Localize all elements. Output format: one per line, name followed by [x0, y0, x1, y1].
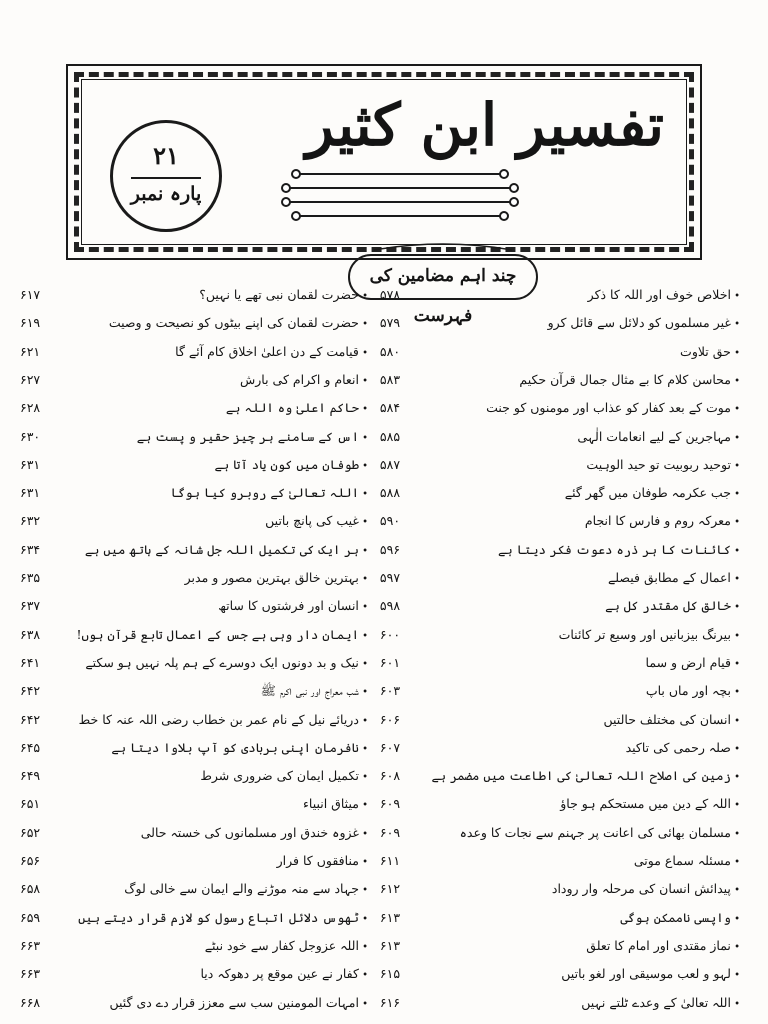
- right-page-number: ۶۰۸: [379, 768, 401, 784]
- bullet-icon: •: [730, 375, 740, 387]
- left-topic: [82, 959, 368, 990]
- right-page-number: ۵۷۸: [379, 287, 401, 302]
- bullet-icon: •: [730, 602, 740, 614]
- left-topic: [82, 563, 368, 594]
- left-topic: [82, 450, 368, 481]
- right-page-number: ۵۹۸: [379, 598, 401, 614]
- topic-text: منافقوں کا فرار: [276, 853, 359, 868]
- topic-text: نماز مقتدی اور امام کا تعلق: [586, 937, 731, 953]
- bullet-icon: •: [358, 857, 368, 868]
- bullet-icon: •: [730, 743, 740, 755]
- topic-text: غیب کی پانچ باتیں: [265, 513, 359, 529]
- right-topic: [410, 846, 740, 877]
- right-page-number: ۶۰۷: [379, 739, 401, 755]
- left-page-number: ۶۳۲: [20, 513, 41, 529]
- right-topic: [410, 393, 740, 424]
- bullet-icon: •: [730, 460, 740, 472]
- right-page-number: ۶۰۱: [379, 654, 401, 670]
- bullet-icon: •: [358, 630, 368, 642]
- bullet-icon: •: [358, 970, 368, 982]
- right-topic: [410, 874, 740, 905]
- subtitle-ornament-icon: [372, 242, 514, 252]
- index-row: [0, 620, 768, 649]
- index-row: [0, 648, 768, 677]
- bullet-icon: •: [358, 800, 368, 812]
- topic-text: اللہ کے دین میں مستحکم ہو جاؤ: [560, 796, 731, 812]
- bullet-icon: •: [358, 602, 368, 614]
- left-page-number: ۶۴۵: [20, 739, 41, 755]
- index-row: [0, 846, 768, 875]
- ornament-lines-icon: [276, 166, 524, 222]
- left-page-number: ۶۵۹: [20, 909, 41, 925]
- bullet-icon: •: [358, 772, 368, 784]
- bullet-icon: •: [358, 489, 368, 501]
- left-topic: [82, 733, 368, 764]
- index-row: [0, 506, 768, 535]
- index-row: [0, 535, 768, 564]
- topic-text: ٹھوس دلائل اتباع رسول کو لازم قرار دیتے ہیں: [78, 909, 359, 925]
- bullet-icon: •: [730, 913, 740, 925]
- left-topic: [82, 676, 368, 707]
- bullet-icon: •: [358, 658, 368, 670]
- left-topic: [82, 308, 368, 339]
- index-row: [0, 733, 768, 762]
- right-page-number: ۶۱۶: [379, 994, 401, 1010]
- topic-text: قیام ارض و سما: [645, 654, 731, 670]
- left-page-number: ۶۱۷: [20, 287, 41, 302]
- bullet-icon: •: [358, 291, 368, 302]
- left-page-number: ۶۳۴: [20, 541, 41, 557]
- left-topic: [82, 789, 368, 820]
- right-page-number: ۶۰۶: [379, 711, 401, 727]
- index-row: [0, 874, 768, 903]
- topic-text: نیک و بد دونوں ایک دوسرے کے ہم پلہ نہیں ہو سکتے: [85, 654, 359, 670]
- bullet-icon: •: [358, 319, 368, 331]
- right-page-number: ۶۰۰: [379, 626, 401, 642]
- right-page-number: ۵۹۶: [379, 541, 401, 557]
- bullet-icon: •: [730, 885, 740, 897]
- right-page-number: ۶۱۱: [379, 853, 401, 868]
- right-topic: [410, 478, 740, 509]
- right-topic: [410, 280, 740, 311]
- left-page-number: ۶۵۸: [20, 881, 41, 897]
- bullet-icon: •: [358, 375, 368, 387]
- bullet-icon: •: [358, 743, 368, 755]
- book-title: تفسیر ابن کثیر: [305, 91, 664, 159]
- right-topic: [410, 705, 740, 736]
- index-row: [0, 422, 768, 451]
- right-page-number: ۵۸۳: [379, 371, 401, 387]
- left-page-number: ۶۳۷: [20, 598, 41, 614]
- topic-text: شب معراج اور نبی اکرم ﷺ: [260, 683, 359, 699]
- topic-text: خالق کل مقتدر کل ہے: [605, 598, 731, 614]
- bullet-icon: •: [358, 404, 368, 416]
- topic-text: حاکم اعلیٰ وہ اللہ ہے: [225, 400, 359, 416]
- topic-text: اللہ عزوجل کفار سے خود نبٹے: [204, 937, 359, 953]
- left-page-number: ۶۴۲: [20, 683, 41, 699]
- topic-text: اللہ تعالیٰ کے روبرو کیا ہوگا: [170, 485, 359, 501]
- right-page-number: ۶۰۳: [379, 683, 401, 699]
- left-page-number: ۶۵۲: [20, 824, 41, 840]
- topic-text: کائنات کا ہر ذرہ دعوت فکر دیتا ہے: [498, 541, 731, 557]
- right-page-number: ۵۹۷: [379, 570, 401, 585]
- bullet-icon: •: [358, 432, 368, 444]
- topic-text: حضرت لقمان کی اپنے بیٹوں کو نصیحت و وصیت: [108, 315, 359, 331]
- bullet-icon: •: [358, 517, 368, 529]
- left-topic: [82, 818, 368, 849]
- topic-text: محاسن کلام کا بے مثال جمال قرآن حکیم: [519, 371, 731, 387]
- topic-text: توحید ربوبیت تو حید الوہیت: [586, 456, 731, 472]
- left-topic: [82, 422, 368, 453]
- bullet-icon: •: [730, 347, 740, 359]
- topic-text: موت کے بعد کفار کو عذاب اور مومنوں کو جنت: [486, 400, 731, 416]
- left-page-number: ۶۳۸: [20, 626, 41, 642]
- index-row: [0, 761, 768, 790]
- left-topic: [82, 365, 368, 396]
- left-page-number: ۶۳۵: [20, 570, 41, 585]
- right-topic: [410, 535, 740, 566]
- bullet-icon: •: [730, 630, 740, 642]
- right-page-number: ۶۱۳: [379, 909, 401, 925]
- right-page-number: ۵۸۵: [379, 428, 401, 444]
- index-row: [0, 676, 768, 705]
- index-row: [0, 959, 768, 988]
- right-topic: [410, 308, 740, 339]
- topic-text: کفار نے عین موقع پر دھوکہ دیا: [200, 966, 359, 982]
- bullet-icon: •: [730, 687, 740, 699]
- index-row: [0, 478, 768, 507]
- topic-text: قیامت کے دن اعلیٰ اخلاق کام آئے گا: [175, 343, 359, 359]
- bullet-icon: •: [358, 347, 368, 359]
- right-topic: [410, 903, 740, 934]
- topic-text: واپسی ناممکن ہوگی: [620, 909, 731, 925]
- index-row: [0, 450, 768, 479]
- right-topic: [410, 676, 740, 707]
- index-row: [0, 365, 768, 394]
- left-topic: [82, 478, 368, 509]
- right-topic: [410, 563, 740, 594]
- bullet-icon: •: [358, 687, 368, 699]
- topic-text: اللہ تعالیٰ کے وعدے ٹلتے نہیں: [581, 994, 731, 1010]
- bullet-icon: •: [358, 941, 368, 953]
- badge-divider: [131, 177, 201, 179]
- bullet-icon: •: [358, 545, 368, 557]
- left-page-number: ۶۱۹: [20, 315, 41, 331]
- right-page-number: ۵۸۰: [379, 343, 401, 359]
- index-row: [0, 903, 768, 932]
- left-page-number: ۶۴۱: [20, 654, 41, 670]
- left-page-number: ۶۴۹: [20, 768, 41, 784]
- bullet-icon: •: [730, 574, 740, 585]
- left-page-number: ۶۴۲: [20, 711, 41, 727]
- left-topic: [82, 535, 368, 566]
- topic-text: میثاق انبیاء: [303, 796, 359, 812]
- left-topic: [82, 874, 368, 905]
- right-page-number: ۵۷۹: [379, 315, 401, 331]
- left-topic: [82, 648, 368, 679]
- left-page-number: ۶۶۳: [20, 937, 41, 953]
- bullet-icon: •: [730, 857, 740, 868]
- topic-text: مسئلہ سماع موتی: [633, 853, 731, 868]
- left-page-number: ۶۳۱: [20, 485, 41, 501]
- topic-text: معرکہ روم و فارس کا انجام: [584, 513, 731, 529]
- index-row: [0, 789, 768, 818]
- index-row: [0, 337, 768, 366]
- bullet-icon: •: [730, 517, 740, 529]
- topic-text: غزوہ خندق اور مسلمانوں کی خستہ حالی: [140, 824, 359, 840]
- right-page-number: ۵۹۰: [379, 513, 401, 529]
- para-label: پارہ نمبر: [130, 183, 202, 205]
- topic-text: لہو و لعب موسیقی اور لغو باتیں: [561, 966, 731, 982]
- left-page-number: ۶۵۱: [20, 796, 41, 812]
- right-page-number: ۶۰۹: [379, 796, 401, 812]
- left-topic: [82, 280, 368, 311]
- right-topic: [410, 591, 740, 622]
- topic-text: صلہ رحمی کی تاکید: [625, 739, 731, 755]
- bullet-icon: •: [730, 291, 740, 302]
- right-page-number: ۵۸۷: [379, 456, 401, 472]
- right-topic: [410, 789, 740, 820]
- left-topic: [82, 506, 368, 537]
- left-topic: [82, 761, 368, 792]
- right-topic: [410, 620, 740, 651]
- index-row: [0, 931, 768, 960]
- topic-text: بیرنگ بیزبانیں اور وسیع تر کائنات: [558, 626, 731, 642]
- index-subtitle: چند اہم مضامین کی فہرست: [348, 254, 538, 300]
- index-row: [0, 308, 768, 337]
- left-topic: [82, 591, 368, 622]
- bullet-icon: •: [730, 998, 740, 1010]
- right-topic: [410, 506, 740, 537]
- topic-text: دریائے نیل کے نام عمر بن خطاب رضی اللہ عنہ کا خط: [78, 711, 359, 727]
- right-topic: [410, 422, 740, 453]
- left-topic: [78, 705, 368, 736]
- bullet-icon: •: [358, 885, 368, 897]
- left-topic: [82, 931, 368, 962]
- left-topic: [78, 903, 368, 934]
- index-row: [0, 988, 768, 1017]
- topic-text: حق تلاوت: [680, 343, 731, 359]
- index-row: [0, 393, 768, 422]
- topic-text: زمین کی اصلاح اللہ تعالیٰ کی اطاعت میں مضمر ہے: [431, 768, 731, 784]
- bullet-icon: •: [730, 658, 740, 670]
- right-topic: [410, 733, 740, 764]
- bullet-icon: •: [730, 545, 740, 557]
- bullet-icon: •: [358, 828, 368, 840]
- left-page-number: ۶۳۰: [20, 428, 41, 444]
- right-topic: [410, 365, 740, 396]
- bullet-icon: •: [730, 941, 740, 953]
- topic-text: انسان اور فرشتوں کا ساتھ: [218, 598, 359, 614]
- left-page-number: ۶۲۱: [20, 343, 41, 359]
- left-topic: [82, 393, 368, 424]
- index-row: [0, 591, 768, 620]
- right-page-number: ۶۰۹: [379, 824, 401, 840]
- right-topic: [410, 761, 740, 792]
- right-topic: [410, 988, 740, 1019]
- left-topic: [82, 337, 368, 368]
- bullet-icon: •: [358, 460, 368, 472]
- topic-text: ایمان دار وہی ہے جس کے اعمال تابع قرآن ہوں!: [76, 626, 359, 642]
- left-page-number: ۶۵۶: [20, 853, 41, 868]
- index-row: [0, 705, 768, 734]
- bullet-icon: •: [730, 715, 740, 727]
- bullet-icon: •: [358, 913, 368, 925]
- index-row: [0, 563, 768, 592]
- topic-text: اس کے سامنے ہر چیز حقیر و پست ہے: [136, 428, 359, 444]
- bullet-icon: •: [358, 998, 368, 1010]
- topic-text: مہاجرین کے لیے انعامات الٰہی: [577, 428, 731, 444]
- right-topic: [410, 337, 740, 368]
- right-page-number: ۶۱۳: [379, 937, 401, 953]
- bullet-icon: •: [730, 489, 740, 501]
- topic-text: جہاد سے منہ موڑنے والے ایمان سے خالی لوگ: [124, 881, 359, 897]
- topic-text: بہترین خالق بہترین مصور و مدبر: [184, 570, 359, 585]
- topic-text: امہات المومنین سب سے معزز قرار دے دی گئیں: [109, 994, 359, 1010]
- bullet-icon: •: [730, 432, 740, 444]
- index-row: [0, 818, 768, 847]
- bullet-icon: •: [358, 715, 368, 727]
- left-page-number: ۶۶۸: [20, 994, 41, 1010]
- right-page-number: ۵۸۴: [379, 400, 401, 416]
- left-page-number: ۶۲۸: [20, 400, 41, 416]
- bullet-icon: •: [358, 574, 368, 585]
- para-number-badge: [110, 120, 222, 232]
- right-page-number: ۵۸۸: [379, 485, 401, 501]
- bullet-icon: •: [730, 800, 740, 812]
- topic-text: نافرمان اپنی بربادی کو آپ بلاوا دیتا ہے: [111, 739, 359, 755]
- index-row: [0, 280, 768, 309]
- topic-text: مسلمان بھائی کی اعانت پر جہنم سے نجات کا وعدہ: [459, 824, 731, 840]
- bullet-icon: •: [730, 970, 740, 982]
- topic-text: انعام و اکرام کی بارش: [239, 371, 359, 387]
- right-topic: [410, 959, 740, 990]
- left-page-number: ۶۳۱: [20, 456, 41, 472]
- bullet-icon: •: [730, 772, 740, 784]
- right-page-number: ۶۱۵: [379, 966, 401, 982]
- topic-text: جب عکرمہ طوفان میں گھر گئے: [564, 485, 731, 501]
- left-page-number: ۶۲۷: [20, 371, 41, 387]
- topic-text: انسان کی مختلف حالتیں: [603, 711, 731, 727]
- left-topic: [76, 620, 368, 651]
- bullet-icon: •: [730, 319, 740, 331]
- bullet-icon: •: [730, 828, 740, 840]
- topic-text: پیدائش انسان کی مرحلہ وار روداد: [551, 881, 731, 897]
- para-number: ۲۱: [153, 141, 179, 170]
- right-page-number: ۶۱۲: [379, 881, 401, 897]
- right-topic: [410, 931, 740, 962]
- left-page-number: ۶۶۳: [20, 966, 41, 982]
- topic-text: ہر ایک کی تکمیل اللہ جل شانہ کے ہاتھ میں ہے: [84, 541, 359, 557]
- topic-text: حضرت لقمان نبی تھے یا نہیں؟: [199, 287, 359, 302]
- right-topic: [410, 818, 740, 849]
- topic-text: بچہ اور ماں باپ: [645, 683, 731, 699]
- topic-text: تکمیل ایمان کی ضروری شرط: [200, 768, 359, 784]
- right-topic: [410, 450, 740, 481]
- topic-text: اخلاص خوف اور اللہ کا ذکر: [587, 287, 731, 302]
- left-topic: [82, 988, 368, 1019]
- bullet-icon: •: [730, 404, 740, 416]
- right-topic: [410, 648, 740, 679]
- topic-text: غیر مسلموں کو دلائل سے قائل کرو: [547, 315, 731, 331]
- left-topic: [82, 846, 368, 877]
- topic-text: اعمال کے مطابق فیصلے: [607, 570, 731, 585]
- topic-text: طوفان میں کون یاد آتا ہے: [214, 456, 359, 472]
